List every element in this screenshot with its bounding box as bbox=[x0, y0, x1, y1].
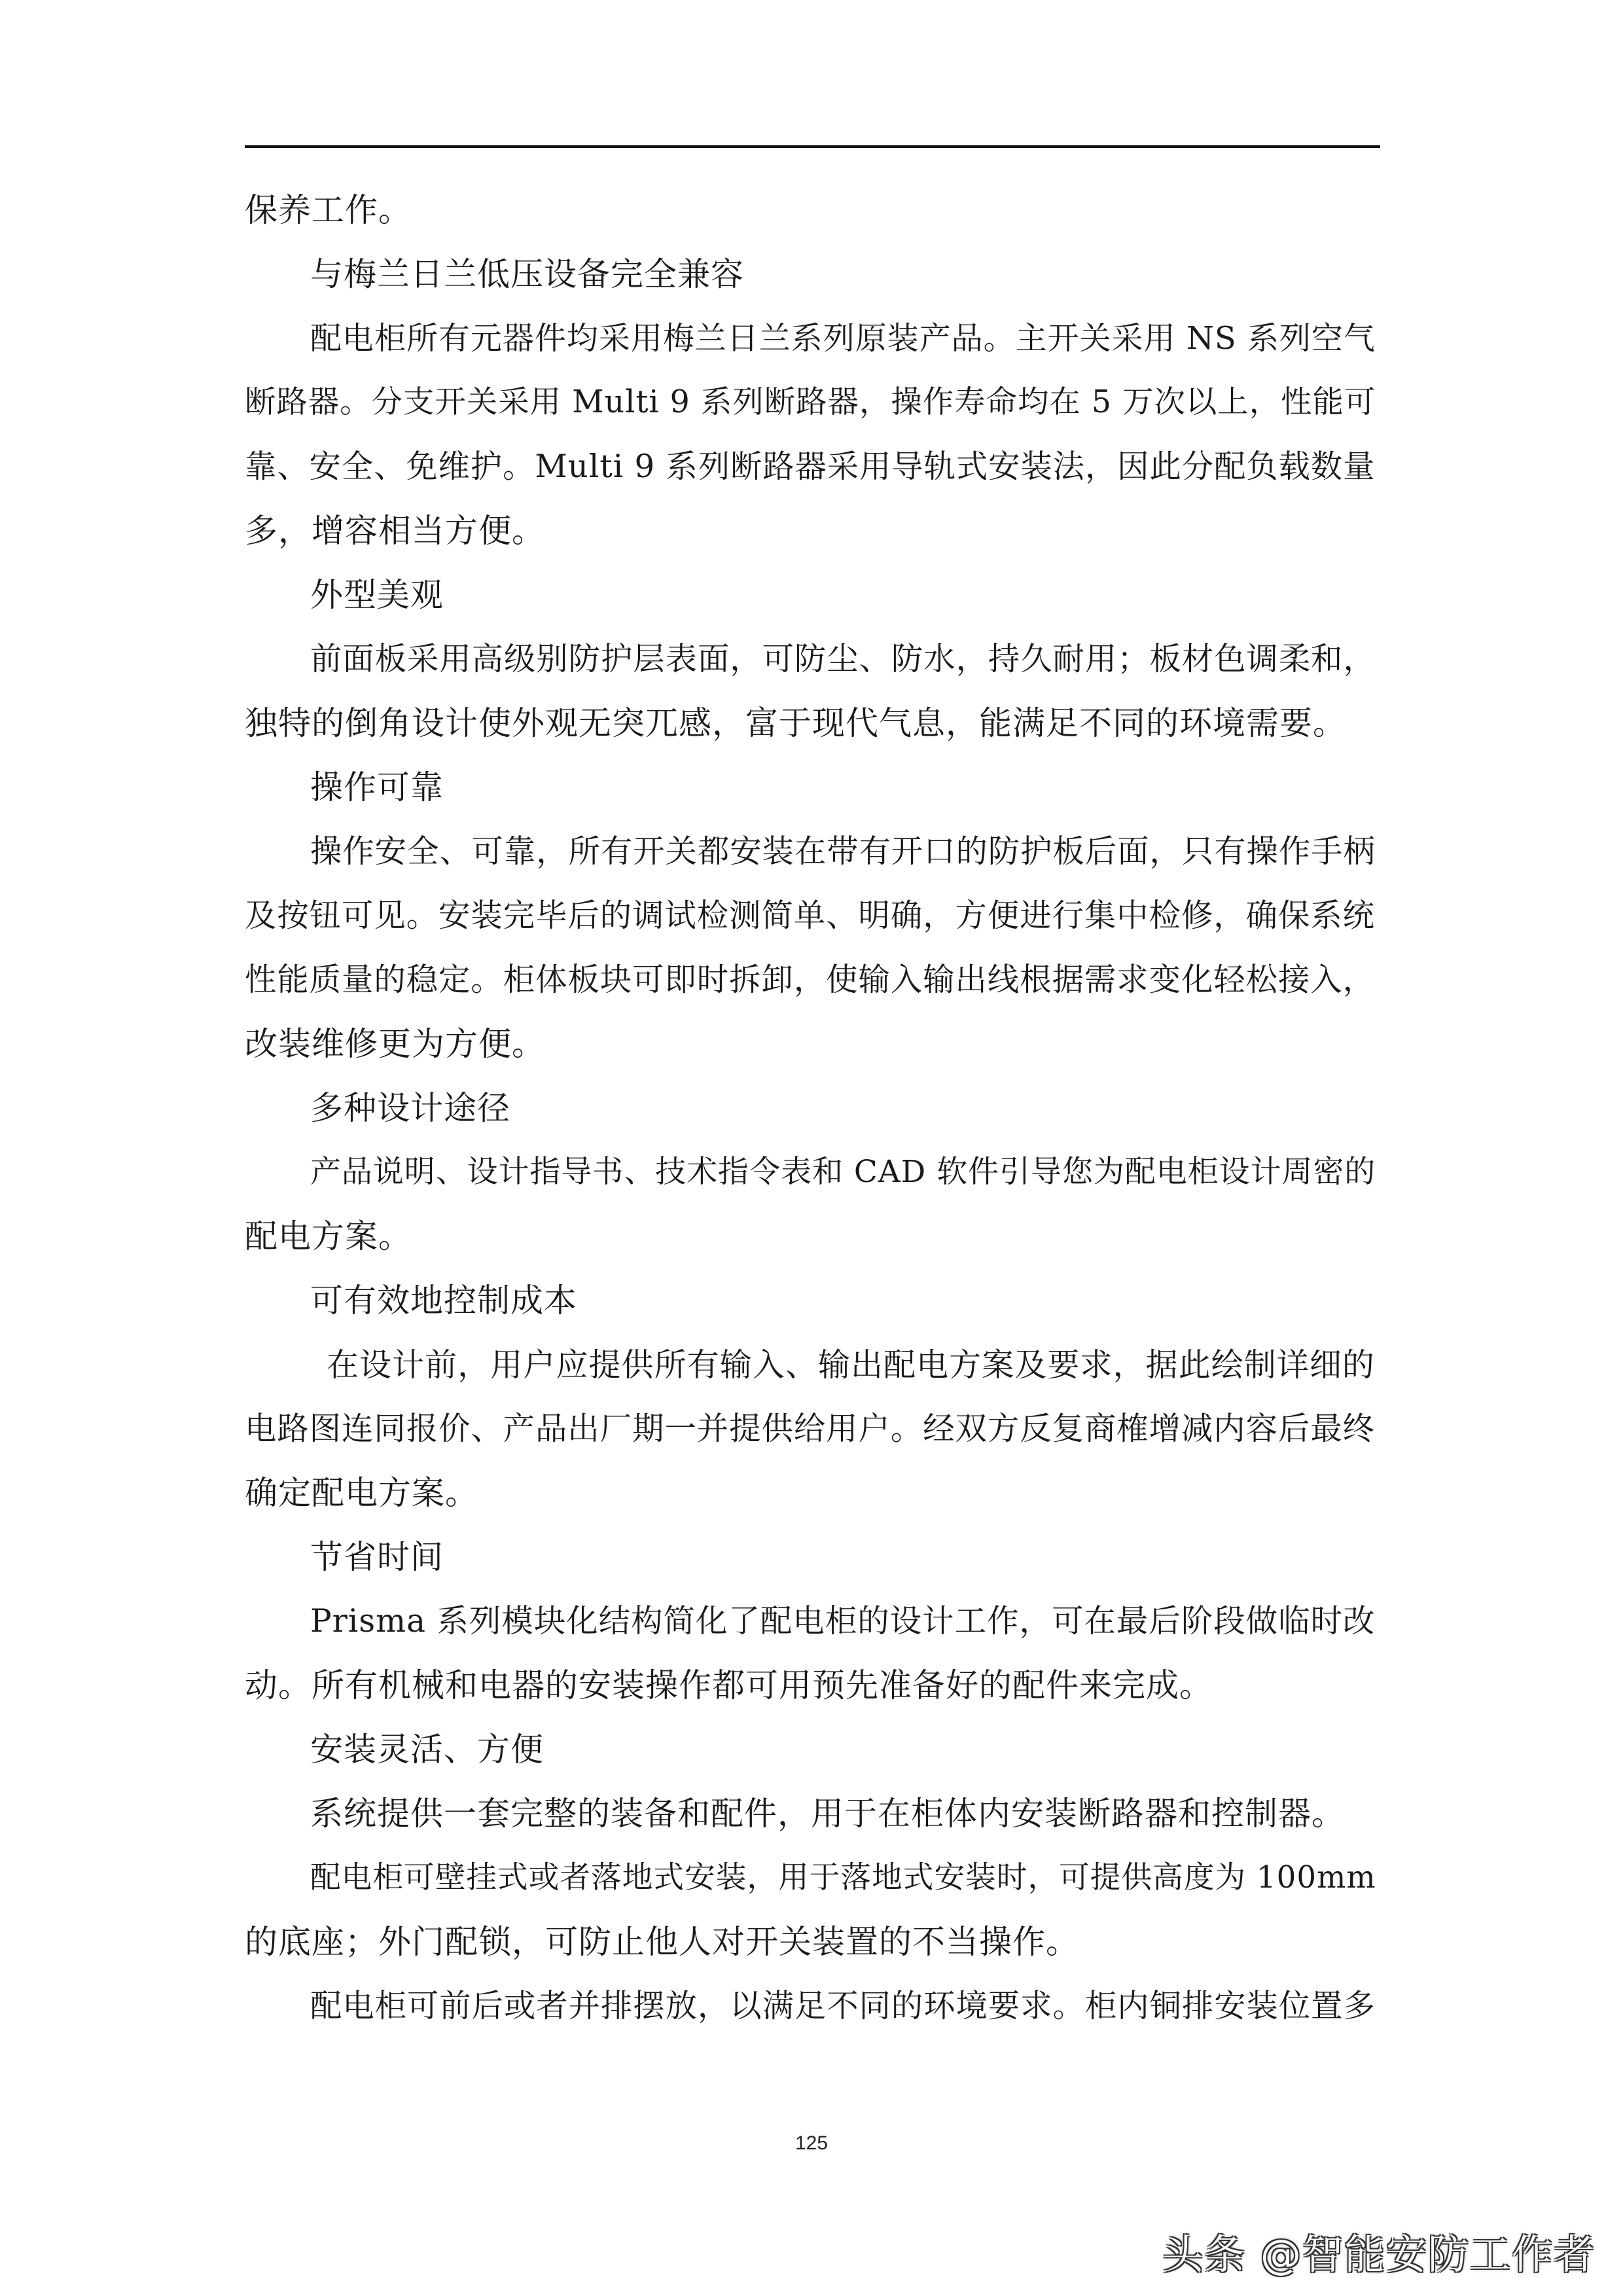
text-line: 在设计前，用户应提供所有输入、输出配电方案及要求，据此绘制详细的 bbox=[327, 1346, 1375, 1384]
text-line: 保养工作。 bbox=[245, 191, 412, 229]
text-line: 配电方案。 bbox=[245, 1217, 412, 1255]
text-line: Prisma 系列模块化结构简化了配电柜的设计工作，可在最后阶段做临时改 bbox=[310, 1603, 1376, 1640]
header-rule bbox=[245, 145, 1380, 148]
section-heading: 安装灵活、方便 bbox=[310, 1731, 544, 1768]
section-heading: 节省时间 bbox=[310, 1538, 444, 1576]
text-line: 性能质量的稳定。柜体板块可即时拆卸，使输入输出线根据需求变化轻松接入， bbox=[245, 961, 1376, 998]
text-line: 断路器。分支开关采用 Multi 9 系列断路器，操作寿命均在 5 万次以上，性能可 bbox=[245, 384, 1376, 420]
text-line: 动。所有机械和电器的安装操作都可用预先准备好的配件来完成。 bbox=[245, 1666, 1213, 1704]
section-heading: 操作可靠 bbox=[310, 768, 444, 806]
text-line: 多，增容相当方便。 bbox=[245, 512, 545, 550]
text-line: 靠、安全、免维护。Multi 9 系列断路器采用导轨式安装法，因此分配负载数量 bbox=[245, 448, 1376, 485]
text-line: 配电柜可壁挂式或者落地式安装，用于落地式安装时，可提供高度为 100mm bbox=[310, 1860, 1376, 1895]
document-body bbox=[245, 178, 1380, 2038]
text-line: 电路图连同报价、产品出厂期一并提供给用户。经双方反复商榷增减内容后最终 bbox=[245, 1410, 1376, 1447]
section-heading: 可有效地控制成本 bbox=[310, 1282, 577, 1319]
text-line: 及按钮可见。安装完毕后的调试检测简单、明确，方便进行集中检修，确保系统 bbox=[245, 897, 1376, 934]
text-line: 配电柜所有元器件均采用梅兰日兰系列原装产品。主开关采用 NS 系列空气 bbox=[310, 320, 1376, 357]
section-heading: 与梅兰日兰低压设备完全兼容 bbox=[310, 255, 744, 293]
text-line: 确定配电方案。 bbox=[245, 1474, 478, 1512]
section-heading: 外型美观 bbox=[310, 576, 444, 614]
page-number: 125 bbox=[794, 2132, 829, 2154]
text-line: 改装维修更为方便。 bbox=[245, 1025, 545, 1063]
text-line: 操作安全、可靠，所有开关都安装在带有开口的防护板后面，只有操作手柄 bbox=[310, 833, 1376, 870]
text-line: 配电柜可前后或者并排摆放，以满足不同的环境要求。柜内铜排安装位置多 bbox=[310, 1988, 1376, 2024]
text-line: 独特的倒角设计使外观无突兀感，富于现代气息，能满足不同的环境需要。 bbox=[245, 704, 1346, 742]
text-line: 系统提供一套完整的装备和配件，用于在柜体内安装断路器和控制器。 bbox=[310, 1795, 1345, 1833]
section-heading: 多种设计途径 bbox=[310, 1089, 510, 1127]
text-line: 的底座；外门配锁，可防止他人对开关装置的不当操作。 bbox=[245, 1923, 1079, 1961]
text-line: 前面板采用高级别防护层表面，可防尘、防水，持久耐用；板材色调柔和， bbox=[310, 641, 1376, 677]
text-line: 产品说明、设计指导书、技术指令表和 CAD 软件引导您为配电柜设计周密的 bbox=[310, 1154, 1376, 1190]
watermark: 头条 @智能安防工作者 bbox=[1162, 2231, 1596, 2278]
